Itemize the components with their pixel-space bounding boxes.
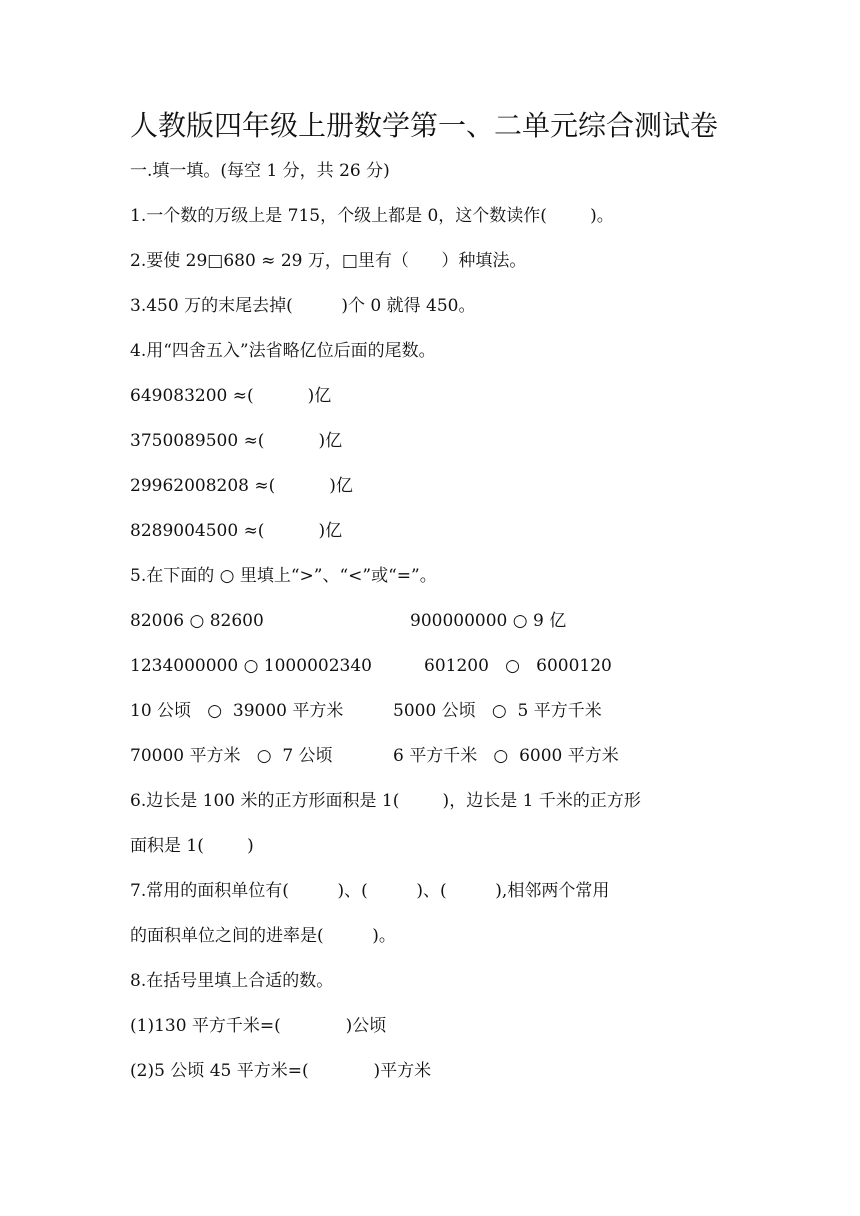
question-5b-right: 601200 ○ 6000120 — [424, 656, 612, 676]
question-6-line1: 6.边长是 100 米的正方形面积是 1( )，边长是 1 千米的正方形 — [130, 791, 641, 811]
page-title: 人教版四年级上册数学第一、二单元综合测试卷 — [130, 109, 719, 142]
question-4c: 29962008208 ≈( )亿 — [130, 476, 353, 496]
question-3: 3.450 万的末尾去掉( )个 0 就得 450。 — [130, 296, 476, 316]
question-6-line2: 面积是 1( ) — [130, 836, 254, 856]
question-5: 5.在下面的 ○ 里填上“>”、“<”或“=”。 — [130, 566, 437, 586]
question-7-line2: 的面积单位之间的进率是( )。 — [130, 926, 396, 946]
question-8: 8.在括号里填上合适的数。 — [130, 971, 334, 991]
question-8b: (2)5 公顷 45 平方米=( )平方米 — [130, 1061, 432, 1081]
question-5c-left: 10 公顷 ○ 39000 平方米 — [130, 701, 344, 721]
question-5d-right: 6 平方千米 ○ 6000 平方米 — [393, 746, 619, 766]
question-2: 2.要使 29□680 ≈ 29 万，□里有（ ）种填法。 — [130, 251, 527, 271]
section-heading: 一.填一填。(每空 1 分，共 26 分) — [130, 161, 390, 181]
question-7-line1: 7.常用的面积单位有( )、( )、( ),相邻两个常用 — [130, 881, 610, 901]
question-5d-left: 70000 平方米 ○ 7 公顷 — [130, 746, 333, 766]
question-4d: 8289004500 ≈( )亿 — [130, 521, 343, 541]
question-5b-left: 1234000000 ○ 1000002340 — [130, 656, 372, 676]
question-1: 1.一个数的万级上是 715，个级上都是 0，这个数读作( )。 — [130, 206, 614, 226]
question-5a-right: 900000000 ○ 9 亿 — [410, 611, 567, 631]
question-5c-right: 5000 公顷 ○ 5 平方千米 — [393, 701, 602, 721]
question-5a-left: 82006 ○ 82600 — [130, 611, 264, 631]
question-4b: 3750089500 ≈( )亿 — [130, 431, 343, 451]
question-8a: (1)130 平方千米=( )公顷 — [130, 1016, 387, 1036]
question-4a: 649083200 ≈( )亿 — [130, 386, 332, 406]
question-4: 4.用“四舍五入”法省略亿位后面的尾数。 — [130, 341, 436, 361]
